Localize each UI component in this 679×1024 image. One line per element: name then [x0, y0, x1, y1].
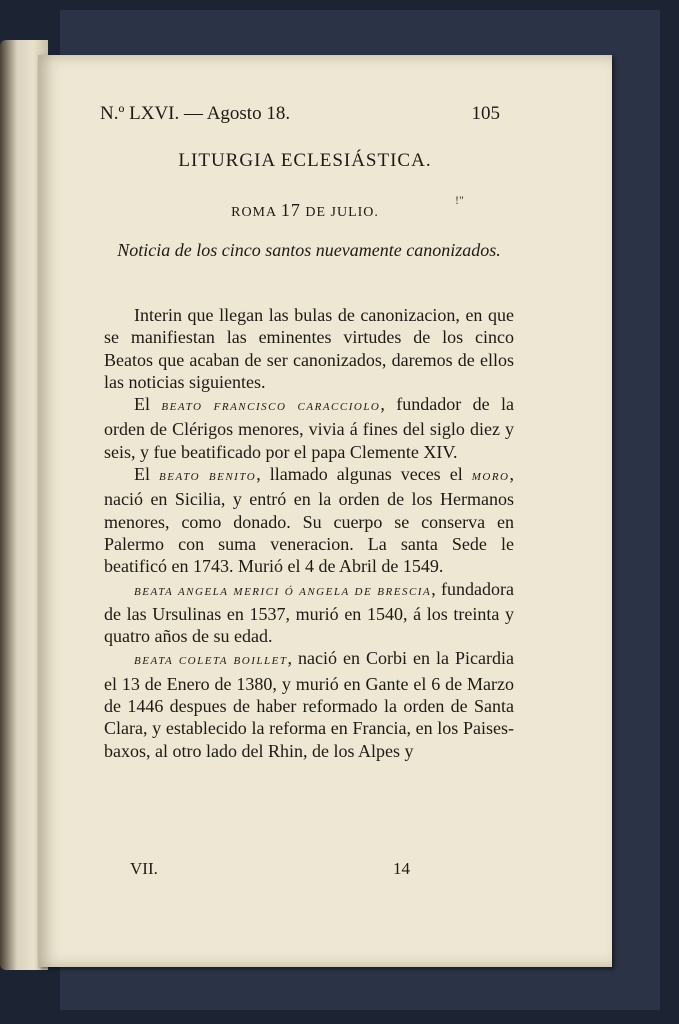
section-title: LITURGIA ECLESIÁSTICA.: [178, 150, 432, 171]
p5-text: , nació en Corbi en la Picardia el 13 de Enero de 1380, y murió en Gante el 6 de Marzo de 1446 despues de haber reformado la orden de Santa Clara, y establecido la reforma en Francia, en los Paises-baxos, al otro lado del Rhin, de los Alpes y: [104, 648, 514, 761]
p5-name: BEATA COLETA BOILLET: [134, 655, 288, 668]
running-header: [100, 103, 500, 125]
article-body: [104, 304, 514, 762]
p3-moro: MORO: [471, 471, 510, 484]
paragraph-2: [104, 393, 514, 463]
paragraph-4: [104, 578, 514, 648]
sheet-number: 14: [393, 859, 410, 878]
dateline-city: ROMA: [231, 205, 277, 220]
p2-text: , fundador de la orden de Clérigos menores, vivia á fines del siglo diez y seis, y fue beatificado por el papa Clemente XIV.: [104, 394, 514, 462]
paragraph-1: Interin que llegan las bulas de canonizacion, en que se manifiestan las eminentes virtudes de los cinco Beatos que acaban de ser canonizados, daremos de ellos las noticias siguientes.: [104, 305, 514, 392]
paragraph-5: [104, 647, 514, 761]
p2-name: BEATO FRANCISCO CARACCIOLO: [161, 401, 381, 414]
page-number: 105: [471, 103, 500, 124]
p4-text: , fundadora de las Ursulinas en 1537, murió en 1540, á los treinta y quatro años de su edad.: [104, 578, 514, 647]
notice-heading: Noticia de los cinco santos nuevamente canonizados.: [117, 240, 501, 260]
p3-name: BEATO BENITO: [159, 471, 257, 484]
issue-date: N.º LXVI. — Agosto 18.: [100, 103, 291, 124]
signature-mark: VII.: [130, 859, 158, 878]
p3-el: El: [134, 464, 160, 485]
p2-el: El: [134, 394, 162, 415]
dateline: [100, 200, 510, 221]
dateline-month: DE JULIO.: [305, 205, 379, 220]
dateline-day: 17: [280, 200, 301, 220]
page-footer: [130, 859, 410, 879]
paragraph-3: [104, 463, 514, 577]
margin-mark: !": [455, 193, 464, 207]
p3-text: , nació en Sicilia, y entró en la orden de los Hermanos menores, como donado. Su cuerpo se conserva en Palermo con suma veneracion. La santa Sede le beatificó en 1743. Murió el 4 de Abril de 1549.: [104, 464, 514, 577]
p4-name: BEATA ANGELA MERICI Ó ANGELA DE BRESCIA: [134, 585, 432, 598]
p3-b: , llamado algunas veces el: [256, 464, 472, 485]
